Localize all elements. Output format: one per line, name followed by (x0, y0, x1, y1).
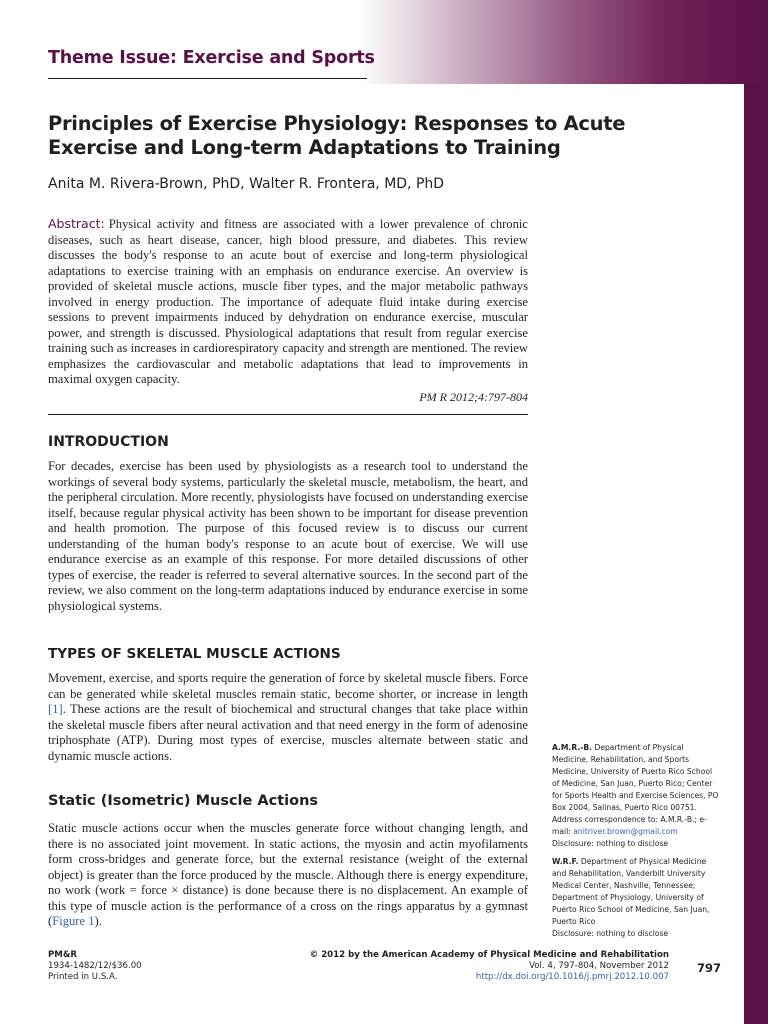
footer-printed: Printed in U.S.A. (48, 972, 118, 982)
introduction-heading: INTRODUCTION (48, 434, 169, 450)
article-authors: Anita M. Rivera-Brown, PhD, Walter R. Frontera, MD, PhD (48, 176, 445, 192)
types-text-1: Movement, exercise, and sports require the generation of force by skeletal muscle fibers. Force can be generated while skeletal muscles remain static, become shorter, or increase in length (48, 671, 528, 701)
abstract (48, 216, 528, 388)
introduction-paragraph: For decades, exercise has been used by physiologists as a research tool to understand the workings of several body systems, particularly the skeletal muscle, metabolism, the heart, and the peripheral circulation. More recently, physiologists have focused on understanding exercise itself, because regular physical activity has been shown to be important for disease prevention and health promotion. The purpose of this focused review is to discuss our current understanding of the human body's response to an acute bout of exercise. We will use endurance exercise as an example of this response. For more detailed discussions of other types of exercise, the reader is referred to several alternative sources. In the second part of the review, we also comment on the long-term adaptations induced by endurance exercise in some physiological systems. (48, 459, 528, 613)
theme-issue-heading: Theme Issue: Exercise and Sports (48, 48, 375, 68)
abstract-label: Abstract: (48, 216, 105, 231)
types-text-2: . These actions are the result of biochemical and structural changes that take place within the skeletal muscle fibers after neural activation and that need energy in the form of adenosine triphosphate (ATP). During most types of exercise, muscles alternate between static and dynamic muscle actions. (48, 702, 528, 763)
affiliation-1 (552, 742, 720, 850)
affiliation-1-text: Department of Physical Medicine, Rehabilitation, and Sports Medicine, University of Puerto Rico School of Medicine, San Juan, Puerto Rico; Center for Sports Health and Exercise Sciences, PO Box 2004, Salinas, Puerto Rico 00751. Address correspondence to: A.M.R.-B.; e-mail: (552, 743, 719, 836)
abstract-rule (48, 414, 528, 415)
static-text-2: ). (94, 914, 102, 928)
footer-copyright: © 2012 by the American Academy of Physical Medicine and Rehabilitation (309, 950, 669, 960)
affiliation-2-initials: W.R.F. (552, 857, 579, 866)
email-link[interactable]: anitriver.brown@gmail.com (573, 827, 678, 836)
types-paragraph (48, 671, 528, 764)
footer-left (48, 950, 142, 983)
figure-1-link[interactable]: Figure 1 (52, 914, 95, 928)
static-heading: Static (Isometric) Muscle Actions (48, 793, 319, 809)
header-band (360, 0, 768, 84)
abstract-text: Physical activity and fitness are associated with a lower prevalence of chronic diseases, such as heart disease, cancer, high blood pressure, and diabetes. This review discusses the body's response to an acute bout of exercise and long-term physiological adaptations to exercise training with an emphasis on endurance exercise. An overview is provided of skeletal muscle actions, muscle fiber types, and the major metabolic pathways involved in energy production. The importance of adequate fluid intake during exercise sessions to prevent impairments induced by dehydration on endurance exercise, muscular power, and strength is discussed. Physiological adaptations that result from regular exercise training such as increases in cardiorespiratory capacity and strength are mentioned. The review emphasizes the cardiovascular and metabolic adaptations that lead to improvements in maximal oxygen capacity. (48, 217, 528, 386)
static-paragraph (48, 821, 528, 930)
affiliation-2-disclosure: Disclosure: nothing to disclose (552, 929, 669, 938)
footer-journal: PM&R (48, 950, 77, 960)
affiliation-2 (552, 856, 720, 940)
footer-issn: 1934-1482/12/$36.00 (48, 961, 142, 971)
reference-link-1[interactable]: [1] (48, 702, 63, 716)
types-heading: TYPES OF SKELETAL MUSCLE ACTIONS (48, 646, 341, 662)
side-color-bar (744, 84, 768, 1024)
footer-doi-link[interactable]: http://dx.doi.org/10.1016/j.pmrj.2012.10.007 (475, 972, 669, 982)
affiliation-1-disclosure: Disclosure: nothing to disclose (552, 839, 669, 848)
page-number: 797 (697, 961, 722, 975)
static-text-1: Static muscle actions occur when the muscles generate force without changing length, and there is no associated joint movement. In static actions, the myosin and actin myofilaments form cross-bridges and generate force, but the external resistance (weight of the external object) is greater than the force produced by the muscle. Although there is energy expenditure, no work (work = force × distance) is done because there is no displacement. An example of this type of muscle action is the performance of a cross on the rings apparatus by a gymnast ( (48, 821, 528, 928)
affiliation-2-text: Department of Physical Medicine and Rehabilitation, Vanderbilt University Medical Center, Nashville, Tennessee; Department of Physiology, University of Puerto Rico School of Medicine, San Juan, Puerto Rico (552, 857, 710, 926)
theme-rule (48, 78, 367, 79)
article-title: Principles of Exercise Physiology: Responses to Acute Exercise and Long-term Adaptations to Training (48, 112, 626, 159)
footer-center (300, 950, 669, 983)
citation: PM R 2012;4:797-804 (419, 390, 528, 404)
affiliation-1-initials: A.M.R.-B. (552, 743, 593, 752)
footer-volume: Vol. 4, 797-804, November 2012 (529, 961, 669, 971)
